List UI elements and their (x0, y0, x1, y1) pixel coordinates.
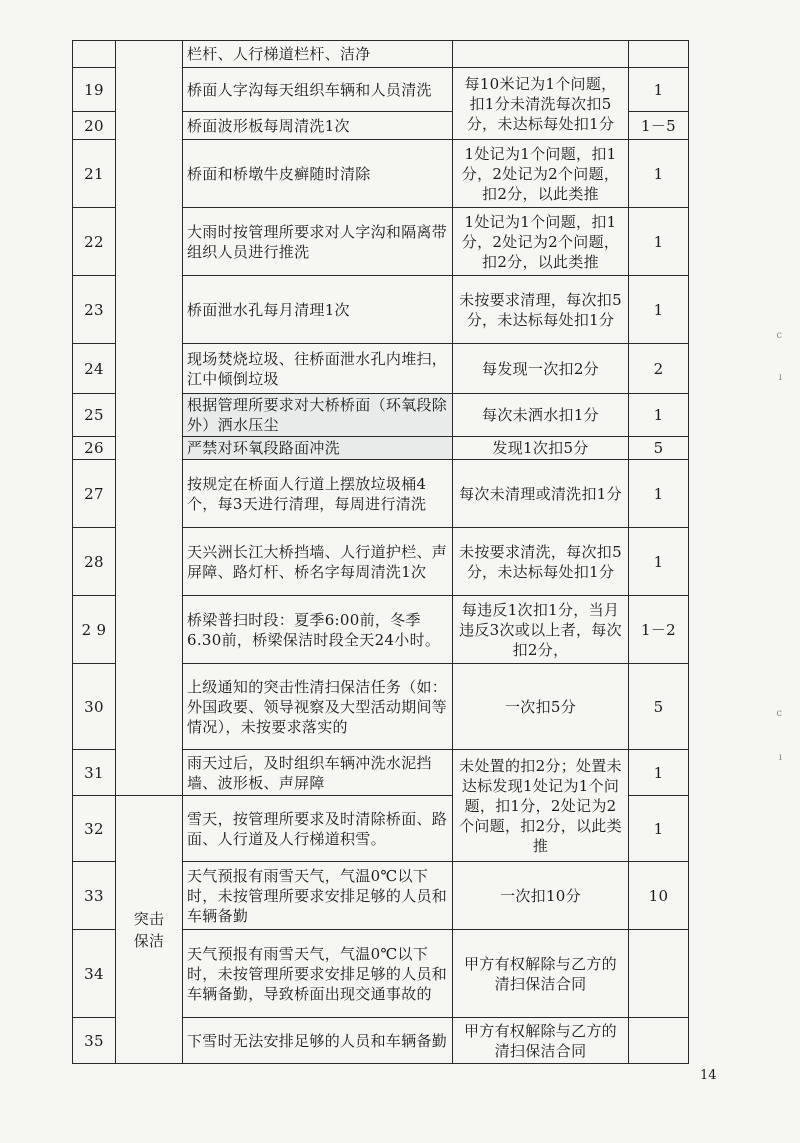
points-cell: 1－2 (629, 596, 689, 664)
table-row (73, 41, 689, 68)
rule-cell: 每违反1次扣1分，当月违反3次或以上者，每次扣2分， (453, 596, 629, 664)
requirement-cell: 桥面波形板每周清洗1次 (183, 112, 453, 140)
points-cell: 1 (629, 276, 689, 344)
scan-edge-mark: c (776, 708, 782, 719)
row-number: 25 (73, 394, 116, 437)
points-cell: 1 (629, 460, 689, 528)
row-number: 22 (73, 208, 116, 276)
points-cell: 1－5 (629, 112, 689, 140)
rule-cell: 甲方有权解除与乙方的清扫保洁合同 (453, 1018, 629, 1064)
points-cell (629, 41, 689, 68)
requirement-cell: 桥面和桥墩牛皮癣随时清除 (183, 140, 453, 208)
row-number (73, 41, 116, 68)
row-number: 28 (73, 528, 116, 596)
row-number: 19 (73, 68, 116, 112)
row-number: 23 (73, 276, 116, 344)
requirement-cell: 桥面泄水孔每月清理1次 (183, 276, 453, 344)
rule-cell: 每次未清理或清洗扣1分 (453, 460, 629, 528)
row-number: 34 (73, 930, 116, 1018)
rule-cell: 未按要求清理，每次扣5分，未达标每处扣1分 (453, 276, 629, 344)
scan-edge-mark: ı (778, 752, 782, 763)
requirement-cell: 桥面人字沟每天组织车辆和人员清洗 (183, 68, 453, 112)
points-cell: 10 (629, 862, 689, 930)
requirement-cell: 栏杆、人行梯道栏杆、洁净 (183, 41, 453, 68)
page-number: 14 (700, 1068, 717, 1083)
rule-cell: 每10米记为1个问题，扣1分未清洗每次扣5分，未达标每处扣1分 (453, 68, 629, 140)
row-number: 27 (73, 460, 116, 528)
points-cell (629, 1018, 689, 1064)
requirement-cell: 大雨时按管理所要求对人字沟和隔离带组织人员进行推洗 (183, 208, 453, 276)
category-label: 突击保洁 (133, 909, 165, 950)
rule-cell: 1处记为1个问题，扣1分，2处记为2个问题，扣2分，以此类推 (453, 208, 629, 276)
points-cell: 1 (629, 528, 689, 596)
requirement-cell: 天气预报有雨雪天气，气温0℃以下时，未按管理所要求安排足够的人员和车辆备勤，导致桥面出现交通事故的 (183, 930, 453, 1018)
scan-edge-mark: c (776, 330, 782, 341)
rule-cell: 一次扣10分 (453, 862, 629, 930)
requirement-cell: 天兴洲长江大桥挡墙、人行道护栏、声屏障、路灯杆、桥名字每周清洗1次 (183, 528, 453, 596)
row-number: 20 (73, 112, 116, 140)
points-cell: 1 (629, 208, 689, 276)
rule-cell: 1处记为1个问题，扣1分，2处记为2个问题，扣2分，以此类推 (453, 140, 629, 208)
row-number: 30 (73, 664, 116, 750)
row-number: 32 (73, 796, 116, 862)
points-cell: 2 (629, 344, 689, 394)
points-cell: 5 (629, 664, 689, 750)
requirement-cell: 上级通知的突击性清扫保洁任务（如：外国政要、领导视察及大型活动期间等情况），未按要求落实的 (183, 664, 453, 750)
rule-cell: 发现1次扣5分 (453, 437, 629, 460)
points-cell: 1 (629, 750, 689, 796)
rule-cell: 未按要求清洗，每次扣5分，未达标每处扣1分 (453, 528, 629, 596)
rule-cell: 一次扣5分 (453, 664, 629, 750)
points-cell: 1 (629, 394, 689, 437)
row-number: 21 (73, 140, 116, 208)
requirement-cell: 现场焚烧垃圾、往桥面泄水孔内堆扫，江中倾倒垃圾 (183, 344, 453, 394)
scan-edge-mark: ı (778, 372, 782, 383)
requirement-cell: 根据管理所要求对大桥桥面（环氧段除外）洒水压尘 (183, 394, 453, 437)
row-number: 2 9 (73, 596, 116, 664)
rule-cell: 未处置的扣2分；处置未达标发现1处记为1个问题，扣1分，2处记为2个问题，扣2分，以此类推 (453, 750, 629, 862)
points-cell (629, 930, 689, 1018)
row-number: 26 (73, 437, 116, 460)
row-number: 35 (73, 1018, 116, 1064)
category-cell (116, 41, 183, 796)
requirement-cell: 下雪时无法安排足够的人员和车辆备勤 (183, 1018, 453, 1064)
requirement-cell: 雪天，按管理所要求及时清除桥面、路面、人行道及人行梯道积雪。 (183, 796, 453, 862)
row-number: 33 (73, 862, 116, 930)
rule-cell: 甲方有权解除与乙方的清扫保洁合同 (453, 930, 629, 1018)
category-cell-emergency (116, 796, 183, 1064)
requirement-cell: 桥梁普扫时段：夏季6:00前，冬季6.30前，桥梁保洁时段全天24小时。 (183, 596, 453, 664)
points-cell: 5 (629, 437, 689, 460)
rule-cell (453, 41, 629, 68)
row-number: 24 (73, 344, 116, 394)
assessment-table (72, 40, 689, 1064)
rule-cell: 每次未洒水扣1分 (453, 394, 629, 437)
row-number: 31 (73, 750, 116, 796)
points-cell: 1 (629, 796, 689, 862)
points-cell: 1 (629, 140, 689, 208)
requirement-cell: 严禁对环氧段路面冲洗 (183, 437, 453, 460)
requirement-cell: 天气预报有雨雪天气，气温0℃以下时，未按管理所要求安排足够的人员和车辆备勤 (183, 862, 453, 930)
points-cell: 1 (629, 68, 689, 112)
requirement-cell: 雨天过后，及时组织车辆冲洗水泥挡墙、波形板、声屏障 (183, 750, 453, 796)
rule-cell: 每发现一次扣2分 (453, 344, 629, 394)
requirement-cell: 按规定在桥面人行道上摆放垃圾桶4个，每3天进行清理，每周进行清洗 (183, 460, 453, 528)
